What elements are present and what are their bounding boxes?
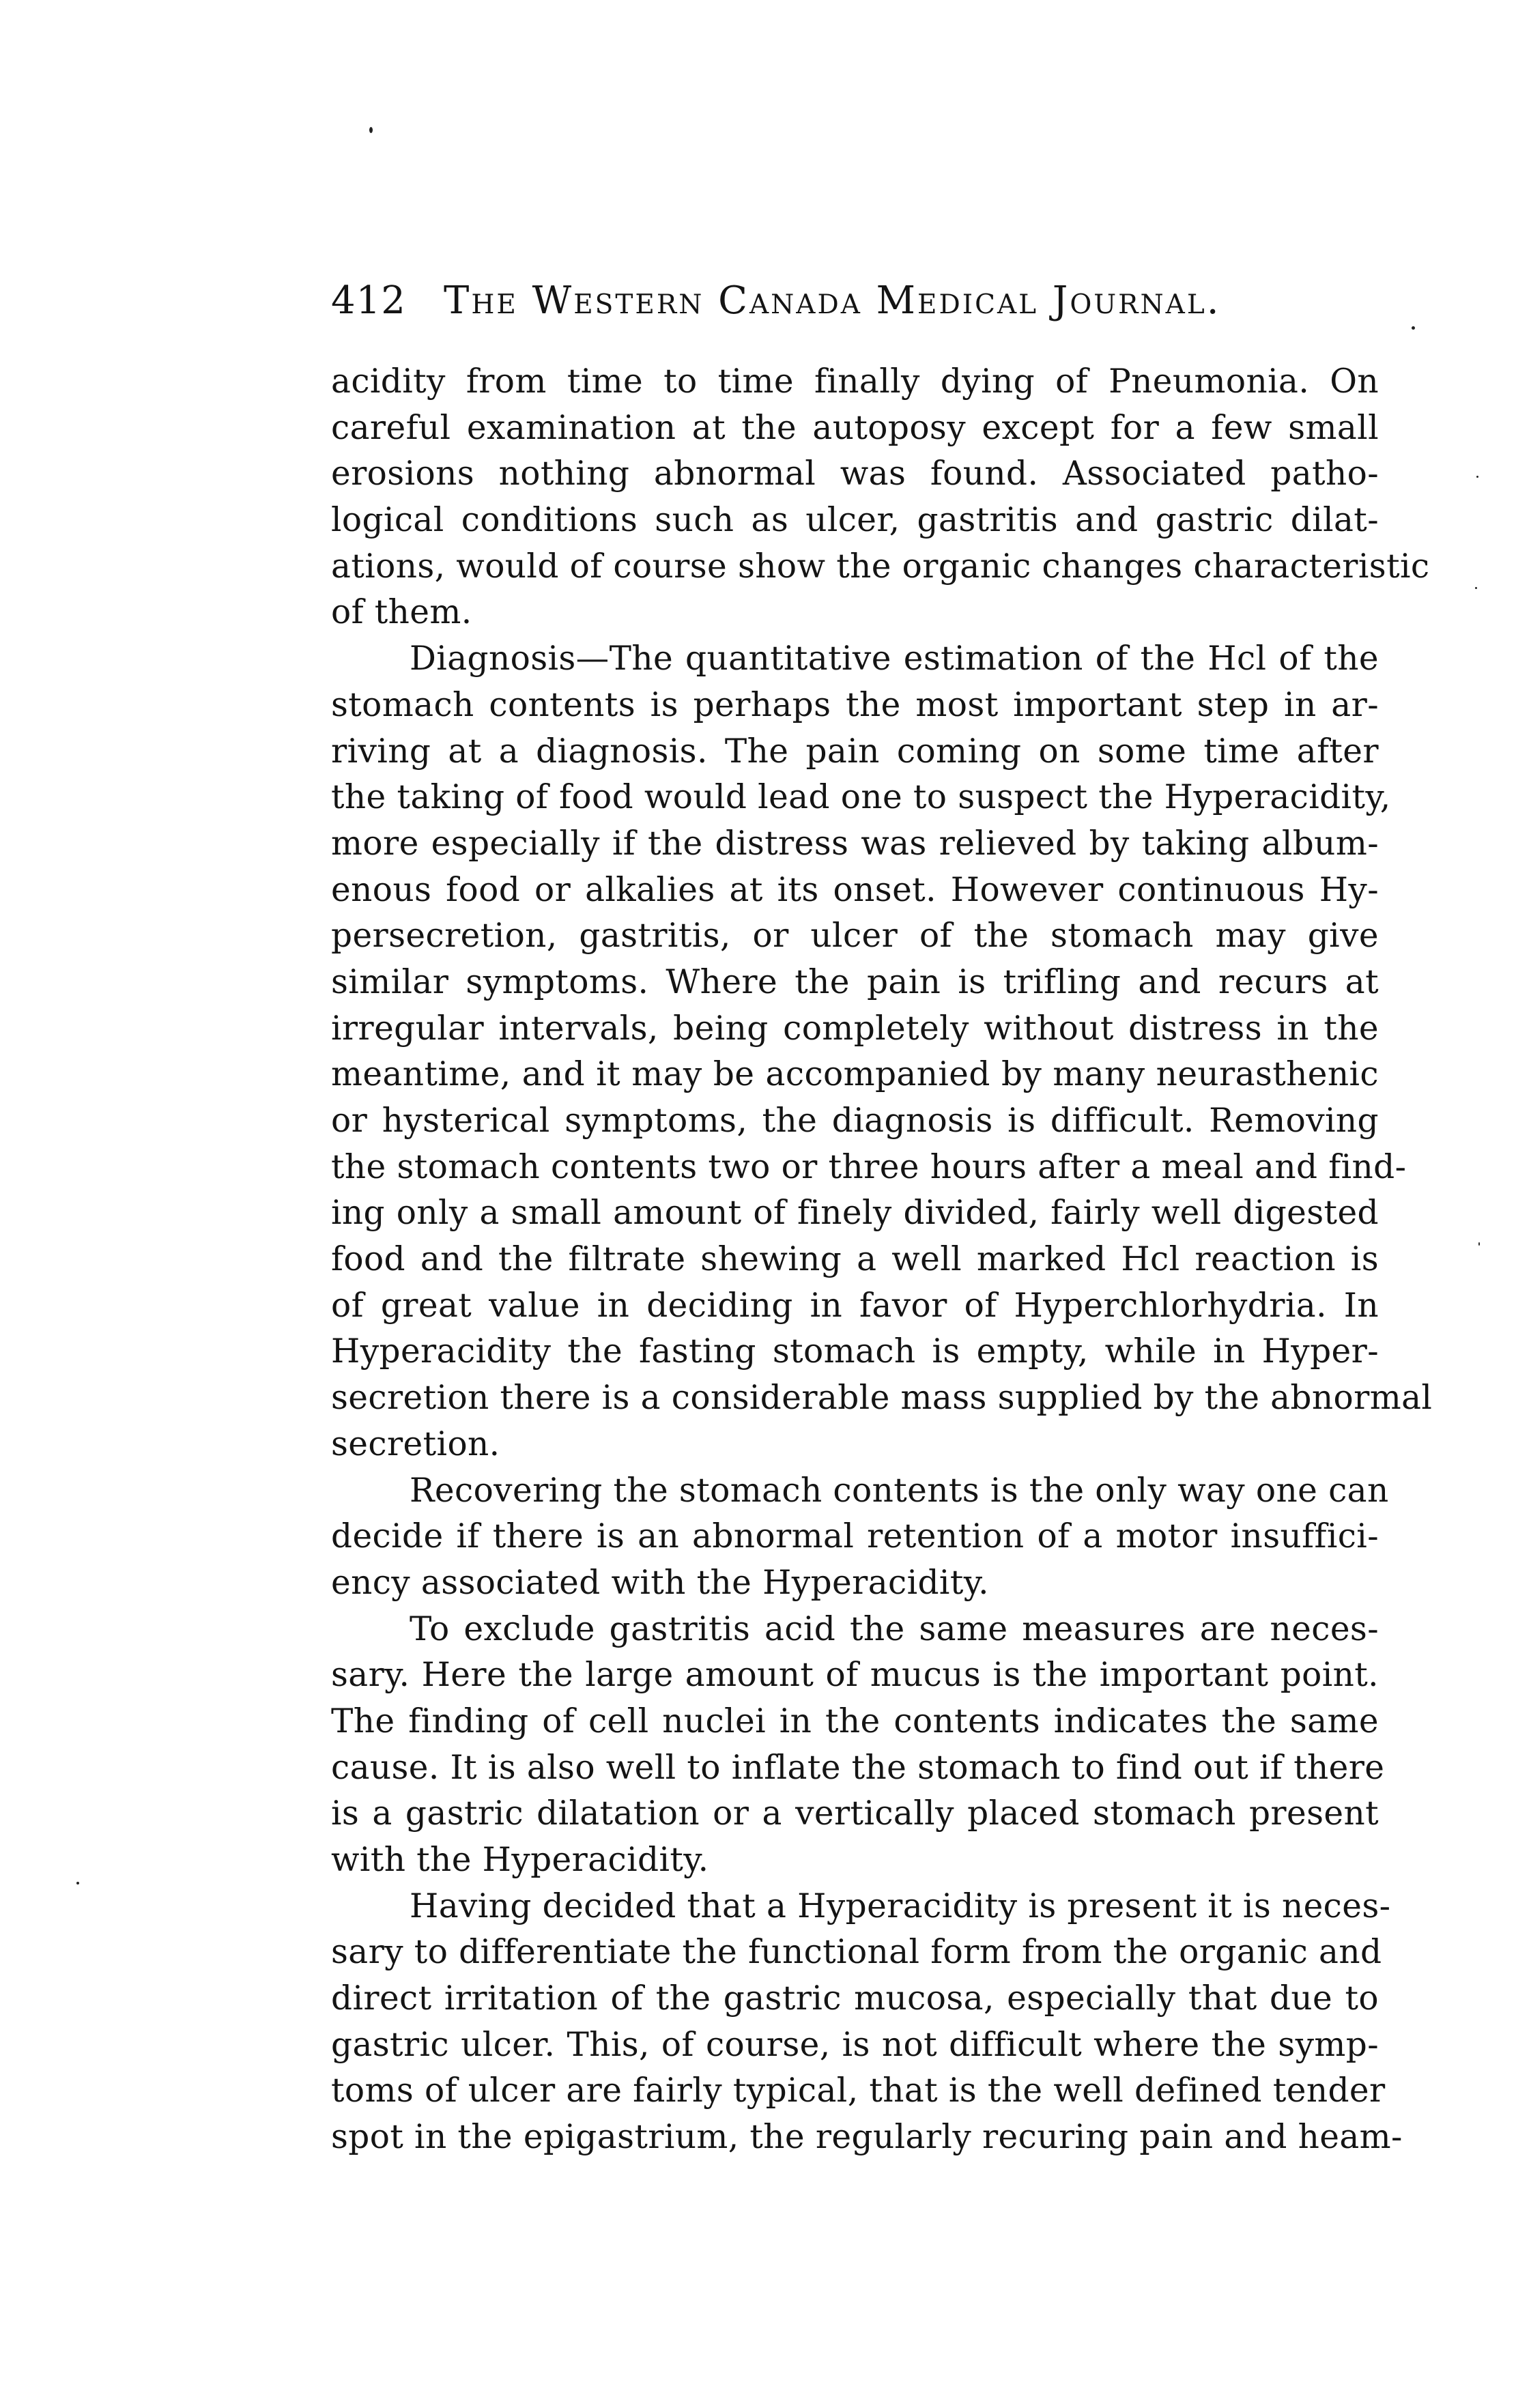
text-line: careful examination at the autoposy except for a few small [331,408,1379,447]
text-line: persecretion, gastritis, or ulcer of the stomach may give [331,917,1379,956]
text-line: secretion there is a considerable mass supplied by the abnormal [331,1379,1433,1418]
running-header [331,278,1396,340]
text-line: The finding of cell nuclei in the contents indicates the same [331,1702,1379,1740]
text-line: cause. It is also well to inflate the stomach to find out if there [331,1748,1385,1787]
text-line: acidity from time to time finally dying of Pneumonia. On [331,362,1379,401]
text-line: meantime, and it may be accompanied by many neurasthenic [331,1055,1379,1094]
scan-speck [76,1882,79,1884]
scan-speck [1475,587,1477,589]
text-line: Recovering the stomach contents is the only way one can [410,1471,1389,1510]
text-line: stomach contents is perhaps the most important step in ar- [331,685,1379,724]
page-number: 412 [331,278,406,323]
text-line: erosions nothing abnormal was found. Associated patho- [331,455,1379,493]
text-line: food and the filtrate shewing a well marked Hcl reaction is [331,1240,1379,1279]
text-line: of them. [331,593,472,632]
text-line: ations, would of course show the organic changes characteristic [331,547,1430,586]
scan-speck [1478,1242,1480,1246]
text-line: with the Hyperacidity. [331,1841,709,1879]
text-line: ency associated with the Hyperacidity. [331,1563,989,1602]
text-line: similar symptoms. Where the pain is trifling and recurs at [331,962,1379,1001]
text-line: direct irritation of the gastric mucosa, especially that due to [331,1979,1379,2018]
text-line: the stomach contents two or three hours after a meal and find- [331,1147,1407,1186]
text-line: Hyperacidity the fasting stomach is empty, while in Hyper- [331,1332,1379,1371]
text-line: the taking of food would lead one to suspect the Hyperacidity, [331,778,1391,817]
text-line: more especially if the distress was relieved by taking album- [331,824,1379,863]
article-body [331,359,1433,2161]
text-line: enous food or alkalies at its onset. However continuous Hy- [331,870,1379,909]
text-line: spot in the epigastrium, the regularly recuring pain and heam- [331,2118,1403,2157]
text-line: riving at a diagnosis. The pain coming on some time after [331,732,1379,771]
text-line: irregular intervals, being completely without distress in the [331,1009,1379,1048]
scan-speck [369,127,373,133]
text-line: To exclude gastritis acid the same measures are neces- [410,1609,1379,1648]
text-line: gastric ulcer. This, of course, is not difficult where the symp- [331,2025,1379,2064]
text-line: ing only a small amount of finely divided, fairly well digested [331,1194,1379,1233]
text-line: sary. Here the large amount of mucus is the important point. [331,1656,1379,1695]
text-line: logical conditions such as ulcer, gastritis and gastric dilat- [331,501,1379,540]
text-line: decide if there is an abnormal retention of a motor insuffici- [331,1517,1379,1556]
text-line: Diagnosis—The quantitative estimation of the Hcl of the [410,640,1379,678]
scan-speck [1476,476,1478,478]
text-line: is a gastric dilatation or a vertically placed stomach present [331,1794,1379,1833]
journal-title: The Western Canada Medical Journal. [444,278,1221,323]
text-line: toms of ulcer are fairly typical, that is the well defined tender [331,2072,1386,2110]
text-line: of great value in deciding in favor of Hyperchlorhydria. In [331,1286,1379,1325]
text-line: Having decided that a Hyperacidity is present it is neces- [410,1887,1391,1925]
scan-speck [1412,326,1415,330]
text-line: sary to differentiate the functional form from the organic and [331,1933,1382,1972]
text-line: or hysterical symptoms, the diagnosis is difficult. Removing [331,1102,1379,1140]
text-line: secretion. [331,1424,500,1463]
